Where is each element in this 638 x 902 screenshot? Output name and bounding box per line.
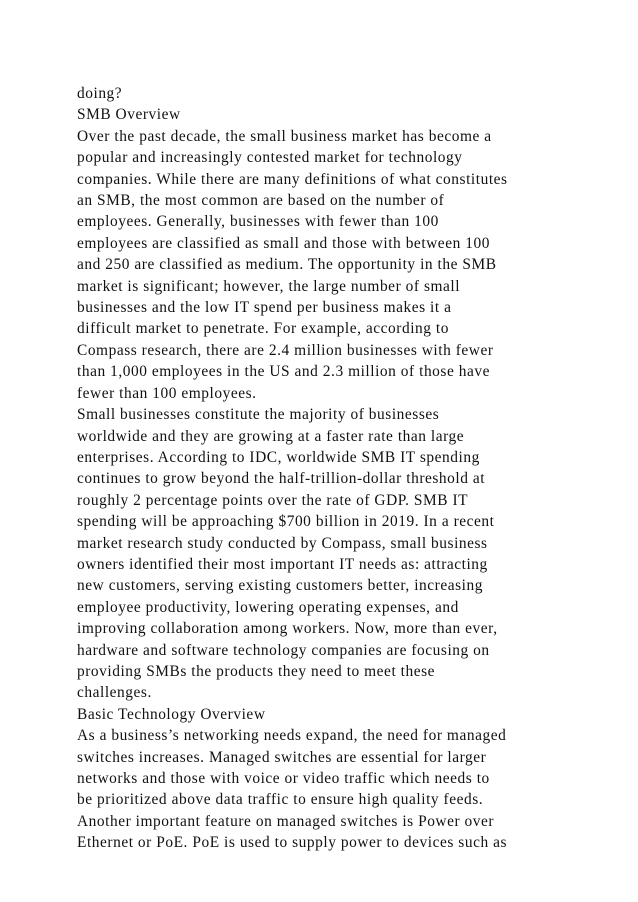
text-line: roughly 2 percentage points over the rate of GDP. SMB IT [77,491,469,509]
text-line: Compass research, there are 2.4 million businesses with fewer [77,341,494,359]
text-line: switches increases. Managed switches are essential for larger [77,748,487,766]
text-line: be prioritized above data traffic to ensure high quality feeds. [77,791,484,809]
text-line: employees. Generally, businesses with fewer than 100 [77,213,439,231]
section-heading-basic-technology-overview: Basic Technology Overview [77,705,266,723]
text-line: than 1,000 employees in the US and 2.3 million of those have [77,363,491,381]
text-line: market is significant; however, the large number of small [77,277,461,295]
text-line: Over the past decade, the small business market has become a [77,127,492,145]
document-page [77,83,617,854]
text-line: providing SMBs the products they need to meet these [77,662,436,680]
text-line: continues to grow beyond the half-trillion-dollar threshold at [77,470,486,488]
text-line: improving collaboration among workers. Now, more than ever, [77,620,498,638]
text-line: challenges. [77,684,152,702]
text-line: businesses and the low IT spend per business makes it a [77,299,452,317]
text-line: As a business’s networking needs expand, the need for managed [77,727,507,745]
text-line: Another important feature on managed switches is Power over [77,812,495,830]
text-line: an SMB, the most common are based on the number of [77,192,445,210]
text-line: Ethernet or PoE. PoE is used to supply power to devices such as [77,834,508,852]
text-line: companies. While there are many definitions of what constitutes [77,170,508,188]
text-line: employee productivity, lowering operating expenses, and [77,598,459,616]
text-line: market research study conducted by Compass, small business [77,534,488,552]
text-line: fewer than 100 employees. [77,384,257,402]
text-line: owners identified their most important IT needs as: attracting [77,555,488,573]
text-line: enterprises. According to IDC, worldwide SMB IT spending [77,448,480,466]
text-line: doing? [77,85,123,102]
text-line: hardware and software technology companies are focusing on [77,641,490,659]
text-line: worldwide and they are growing at a faster rate than large [77,427,465,445]
text-line: spending will be approaching $700 billion in 2019. In a recent [77,513,495,531]
text-line: popular and increasingly contested market for technology [77,149,463,167]
text-line: employees are classified as small and those with between 100 [77,234,490,252]
text-line: Small businesses constitute the majority of businesses [77,406,440,424]
text-line: difficult market to penetrate. For example, according to [77,320,449,338]
section-heading-smb-overview: SMB Overview [77,106,181,124]
text-line: and 250 are classified as medium. The opportunity in the SMB [77,256,497,274]
text-line: new customers, serving existing customers better, increasing [77,577,483,595]
text-line: networks and those with voice or video traffic which needs to [77,770,490,787]
